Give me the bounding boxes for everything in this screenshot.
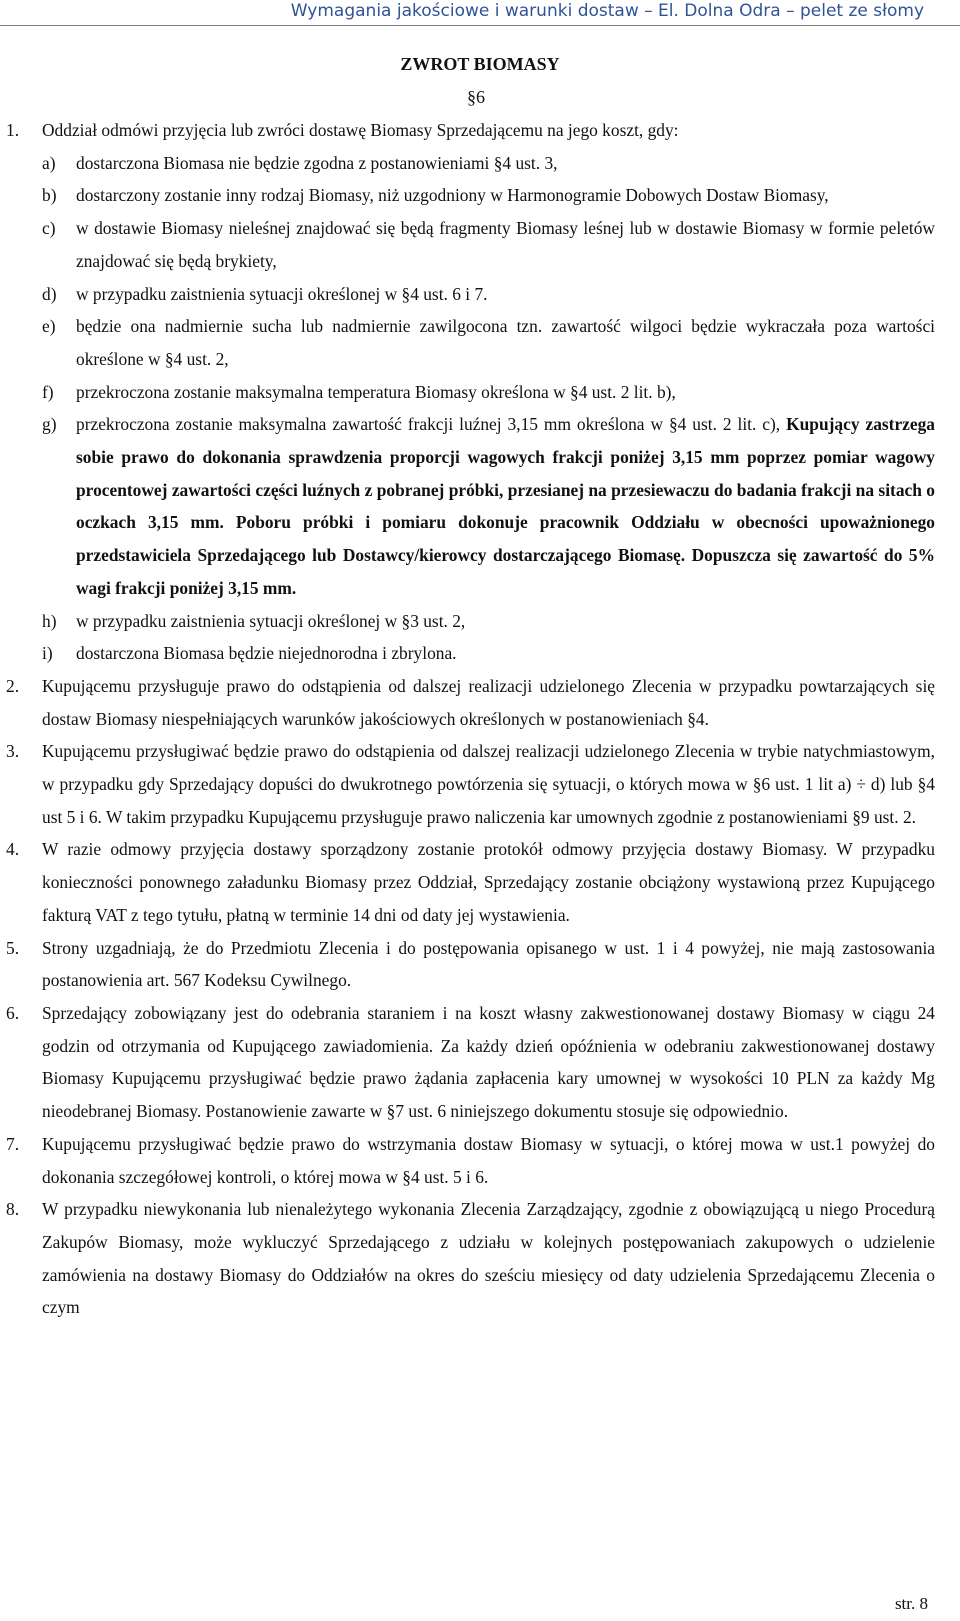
subitem-letter: a): [42, 152, 56, 173]
subitem-text: w przypadku zaistnienia sytuacji określonej w §4 ust. 6 i 7.: [76, 283, 488, 304]
running-header: Wymagania jakościowe i warunki dostaw – El. Dolna Odra – pelet ze słomy: [290, 1, 924, 21]
subitem-text: dostarczona Biomasa będzie niejednorodna i zbrylona.: [76, 643, 457, 664]
subitem-e: [42, 310, 935, 375]
paragraph-4: [6, 833, 935, 931]
subitem-plain-text: przekroczona zostanie maksymalna zawartość frakcji luźnej 3,15 mm określona w §4 ust. 2 lit. c),: [76, 414, 781, 435]
paragraph-number: 1.: [6, 120, 20, 140]
subitem-f: [42, 376, 935, 409]
paragraph-5: [6, 932, 935, 997]
subitem-text: dostarczona Biomasa nie będzie zgodna z postanowieniami §4 ust. 3,: [76, 152, 558, 173]
subitem-b: [42, 179, 935, 212]
paragraph-8: [6, 1193, 935, 1324]
paragraph-number: 3.: [6, 741, 20, 762]
paragraph-number: 7.: [6, 1133, 20, 1154]
paragraph-7: [6, 1128, 935, 1193]
paragraph-number: 5.: [6, 937, 20, 958]
paragraph-text: Kupującemu przysługiwać będzie prawo do odstąpienia od dalszej realizacji udzielonego Zlecenia w trybie natychmiastowym, w przypadku gdy Sprzedający dopuści do dwukrotnego powtórzenia się sytuacji, o których mowa w §6 ust. 1 lit a) ÷ d) lub §4 ust 5 i 6. W takim przypadku Kupującemu przysługuje prawo naliczenia kar umownych zgodnie z postanowieniami §9 ust. 2.: [42, 741, 935, 827]
subitem-letter: h): [42, 610, 57, 631]
subitem-c: [42, 212, 935, 277]
subitem-a: [42, 147, 935, 180]
subitem-letter: e): [42, 316, 56, 337]
paragraph-text: W razie odmowy przyjęcia dostawy sporządzony zostanie protokół odmowy przyjęcia dostawy Biomasy. W przypadku konieczności ponownego załadunku Biomasy przez Oddział, Sprzedający zostanie obciążony wystawioną przez Kupującego fakturą VAT z tego tytułu, płatną w terminie 14 dni od daty jej wystawienia.: [42, 839, 935, 925]
paragraph-6: [6, 997, 935, 1128]
subitem-bold-text: Kupujący zastrzega sobie prawo do dokonania sprawdzenia proporcji wagowych frakcji poniżej 3,15 mm poprzez pomiar wagowy procentowej zawartości części luźnych z pobranej próbki, przesianej na przesiewaczu do badania frakcji na sitach o oczkach 3,15 mm. Poboru próbki i pomiaru dokonuje pracownik Oddziału w obecności upoważnionego przedstawiciela Sprzedającego lub Dostawcy/kierowcy dostarczającego Biomasę. Dopuszcza się zawartość do 5% wagi frakcji poniżej 3,15 mm.: [76, 414, 935, 598]
header-divider: [0, 25, 960, 26]
paragraph-text: Kupującemu przysługuje prawo do odstąpienia od dalszej realizacji udzielonego Zlecenia w przypadku powtarzających się dostaw Biomasy niespełniających warunków jakościowych określonych w postanowieniach §4.: [42, 675, 935, 729]
paragraph-text: Strony uzgadniają, że do Przedmiotu Zlecenia i do postępowania opisanego w ust. 1 i 4 powyżej, nie mają zastosowania postanowienia art. 567 Kodeksu Cywilnego.: [42, 937, 935, 991]
paragraph-number: 4.: [6, 839, 20, 860]
paragraph-text: Oddział odmówi przyjęcia lub zwróci dostawę Biomasy Sprzedającemu na jego koszt, gdy:: [42, 120, 679, 140]
paragraph-3: [6, 735, 935, 833]
paragraph-text: Sprzedający zobowiązany jest do odebrania staraniem i na koszt własny zakwestionowanej dostawy Biomasy w ciągu 24 godzin od otrzymania od Kupującego zawiadomienia. Za każdy dzień opóźnienia w odebraniu zakwestionowanej dostawy Biomasy Kupującemu przysługiwać będzie prawo żądania zapłacenia kary umownej w wysokości 10 PLN za każdy Mg nieodebranej Biomasy. Postanowienie zawarte w §7 ust. 6 niniejszego dokumentu stosuje się odpowiednio.: [42, 1002, 935, 1122]
subitem-text: będzie ona nadmiernie sucha lub nadmiernie zawilgocona tzn. zawartość wilgoci będzie wykraczała poza wartości określone w §4 ust. 2,: [76, 316, 935, 369]
paragraph-text: W przypadku niewykonania lub nienależytego wykonania Zlecenia Zarządzający, zgodnie z obowiązującą u niego Procedurą Zakupów Biomasy, może wykluczyć Sprzedającego z udziału w kolejnych postępowaniach zakupowych o udzielenie zamówienia na dostawy Biomasy do Oddziałów na okres do sześciu miesięcy od daty udzielenia Sprzedającemu Zlecenia o czym: [42, 1199, 935, 1318]
subitem-h: [42, 605, 935, 638]
subitem-letter: c): [42, 218, 56, 239]
section-title: ZWROT BIOMASY: [400, 54, 560, 74]
subitem-letter: f): [42, 381, 54, 402]
subitem-d: [42, 278, 935, 311]
section-number: §6: [467, 87, 485, 107]
page-number: str. 8: [894, 1594, 928, 1613]
subitem-letter: i): [42, 643, 53, 664]
paragraph-2: [6, 670, 935, 735]
subitem-text: w przypadku zaistnienia sytuacji określonej w §3 ust. 2,: [76, 610, 466, 631]
subitem-text: w dostawie Biomasy nieleśnej znajdować się będą fragmenty Biomasy leśnej lub w dostawie Biomasy w formie peletów znajdować się będą brykiety,: [76, 218, 935, 271]
subitem-i: [42, 637, 935, 670]
subitem-text: dostarczony zostanie inny rodzaj Biomasy, niż uzgodniony w Harmonogramie Dobowych Dostaw Biomasy,: [76, 185, 829, 206]
paragraph-1: [6, 114, 935, 147]
subitem-text: [76, 408, 935, 604]
subitem-letter: b): [42, 185, 57, 206]
subitem-letter: g): [42, 414, 57, 435]
document-body: [6, 114, 935, 1324]
paragraph-number: 2.: [6, 675, 20, 696]
subitem-text: przekroczona zostanie maksymalna temperatura Biomasy określona w §4 ust. 2 lit. b),: [76, 381, 676, 402]
paragraph-number: 8.: [6, 1199, 20, 1220]
subitem-letter: d): [42, 283, 57, 304]
subitem-g: [42, 408, 935, 604]
paragraph-number: 6.: [6, 1002, 20, 1023]
paragraph-text: Kupującemu przysługiwać będzie prawo do wstrzymania dostaw Biomasy w sytuacji, o której mowa w ust.1 powyżej do dokonania szczegółowej kontroli, o której mowa w §4 ust. 5 i 6.: [42, 1133, 935, 1187]
